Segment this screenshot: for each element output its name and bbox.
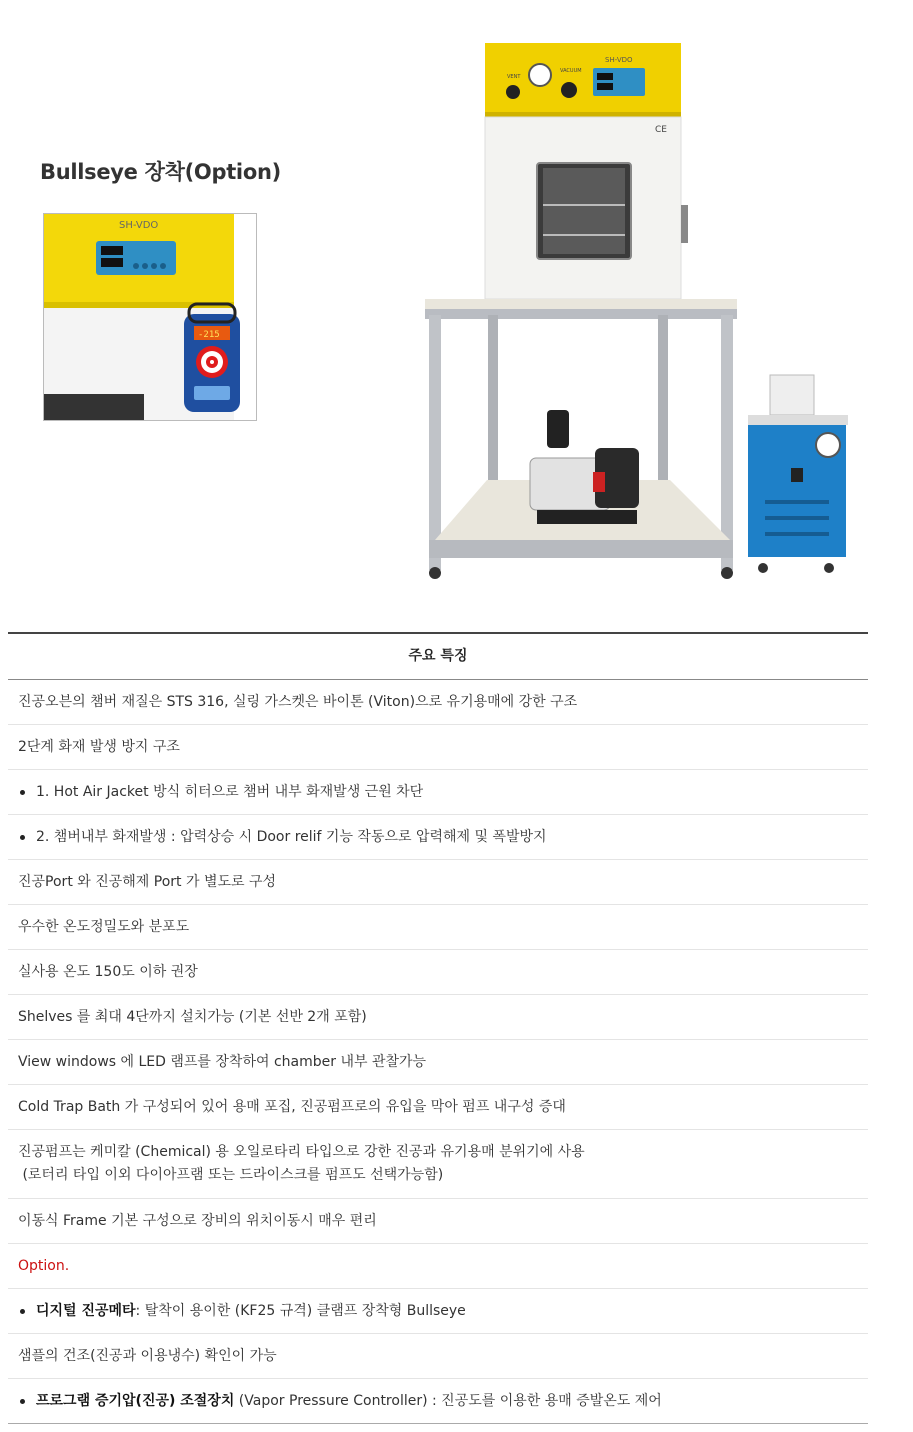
feature-bold-label: 프로그램 증기압(진공) 조절장치 [36, 1392, 235, 1409]
feature-row-bulleted: 1. Hot Air Jacket 방식 히터으로 챔버 내부 화재발생 근원 차단 [8, 770, 868, 815]
inset-model-label: SH-VDO [119, 220, 159, 231]
feature-row: 진공Port 와 진공해제 Port 가 별도로 구성 [8, 860, 868, 905]
option-heading-row [8, 1244, 868, 1289]
features-header: 주요 특징 [8, 634, 868, 680]
oven-model-label: SH-VDO [605, 56, 633, 64]
feature-row: 2단계 화재 발생 방지 구조 [8, 725, 868, 770]
vent-knob-label: VENT [507, 74, 521, 80]
bullet-icon [20, 790, 25, 795]
feature-row: 진공오븐의 챔버 재질은 STS 316, 실링 가스켓은 바이톤 (Viton)으로 유기용매에 강한 구조 [8, 680, 868, 725]
feature-row: 실사용 온도 150도 이하 권장 [8, 950, 868, 995]
feature-row-bulleted: 디지털 진공메타 : 탈착이 용이한 (KF25 규격) 클램프 장착형 Bullseye [8, 1289, 868, 1334]
ce-mark: CE [655, 125, 667, 135]
feature-row-bulleted: 프로그램 증기압(진공) 조절장치 (Vapor Pressure Controller) : 진공도를 이용한 용매 증발온도 제어 [8, 1379, 868, 1424]
bullseye-display: -215 [198, 330, 220, 340]
feature-line: (로터리 타입 이외 다이아프램 또는 드라이스크를 펌프도 선택가능함) [18, 1167, 444, 1183]
feature-row: 우수한 온도정밀도와 분포도 [8, 905, 868, 950]
features-table [8, 632, 868, 1424]
bullet-icon [20, 1309, 25, 1314]
feature-bold-label: 디지털 진공메타 [36, 1302, 136, 1319]
feature-row [8, 1130, 868, 1199]
feature-row: Shelves 를 최대 4단까지 설치가능 (기본 선반 2개 포함) [8, 995, 868, 1040]
bullet-icon [20, 1399, 25, 1404]
feature-row: 샘플의 건조(진공과 이용냉수) 확인이 가능 [8, 1334, 868, 1379]
feature-row-bulleted: 2. 챔버내부 화재발생 : 압력상승 시 Door relif 기능 작동으로 압력해제 및 폭발방지 [8, 815, 868, 860]
feature-row: Cold Trap Bath 가 구성되어 있어 용매 포집, 진공펌프로의 유입을 막아 펌프 내구성 증대 [8, 1085, 868, 1130]
feature-row: View windows 에 LED 램프를 장착하여 chamber 내부 관찰가능 [8, 1040, 868, 1085]
option-heading: Option. [18, 1257, 70, 1274]
vacuum-oven-system-photo [425, 40, 855, 585]
product-image-area [0, 0, 913, 600]
feature-line: 진공펌프는 케미칼 (Chemical) 용 오일로타리 타입으로 강한 진공과 유기용매 분위기에 사용 [18, 1144, 585, 1160]
option-image-title: Bullseye 장착(Option) [40, 160, 281, 184]
bullseye-option-photo [43, 213, 257, 421]
bullet-icon [20, 835, 25, 840]
feature-row: 이동식 Frame 기본 구성으로 장비의 위치이동시 매우 편리 [8, 1199, 868, 1244]
vacuum-knob-label: VACUUM [560, 68, 582, 74]
